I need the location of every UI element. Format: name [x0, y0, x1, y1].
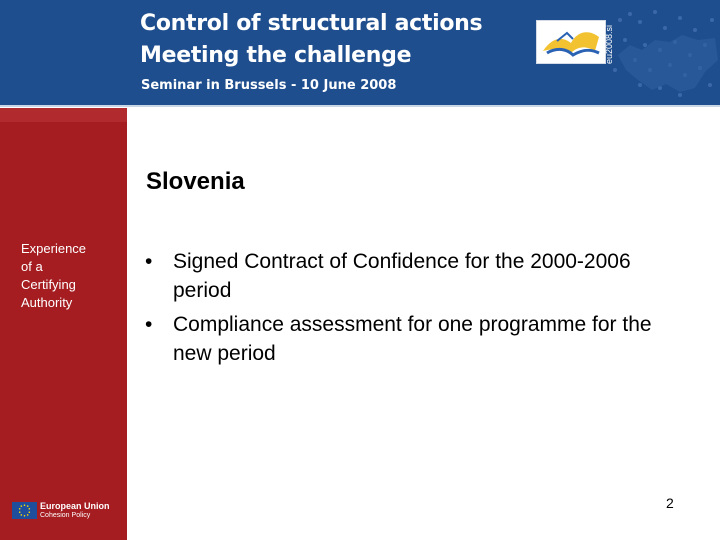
sidebar-caption-line: of a	[21, 259, 43, 274]
bullet-text: Signed Contract of Confidence for the 2000-2006 period	[173, 250, 631, 302]
europe-map-icon	[600, 0, 720, 105]
header-separator	[0, 105, 720, 107]
bullet-icon: •	[145, 313, 153, 336]
page-number: 2	[666, 495, 674, 511]
eu-logo-name: European Union	[40, 501, 110, 511]
bullet-list	[145, 247, 665, 373]
presidency-logo-text	[603, 6, 615, 66]
bullet-icon: •	[145, 250, 153, 273]
sidebar-caption-line: Experience	[21, 241, 87, 256]
bullet-item	[145, 247, 665, 305]
sidebar-caption-line: Authority	[21, 295, 73, 310]
left-sidebar	[0, 108, 127, 540]
presidency-logo-icon	[537, 21, 605, 63]
slide-title: Slovenia	[146, 168, 245, 195]
eu-logo-subtitle: Cohesion Policy	[40, 512, 91, 519]
sidebar-caption	[21, 240, 111, 312]
header-banner	[0, 0, 720, 107]
eu-cohesion-logo	[12, 500, 122, 522]
banner-title-line2: Meeting the challenge	[140, 43, 412, 68]
svg-text:eu2008.si: eu2008.si	[604, 24, 614, 64]
banner-subtitle: Seminar in Brussels - 10 June 2008	[141, 78, 397, 93]
sidebar-band	[0, 108, 127, 122]
bullet-item	[145, 310, 665, 368]
bullet-text: Compliance assessment for one programme for the new period	[173, 313, 652, 365]
sidebar-caption-line: Certifying	[21, 277, 76, 292]
eu-flag-icon	[12, 502, 37, 519]
banner-title-line1: Control of structural actions	[140, 11, 483, 36]
presidency-logo	[536, 20, 606, 64]
